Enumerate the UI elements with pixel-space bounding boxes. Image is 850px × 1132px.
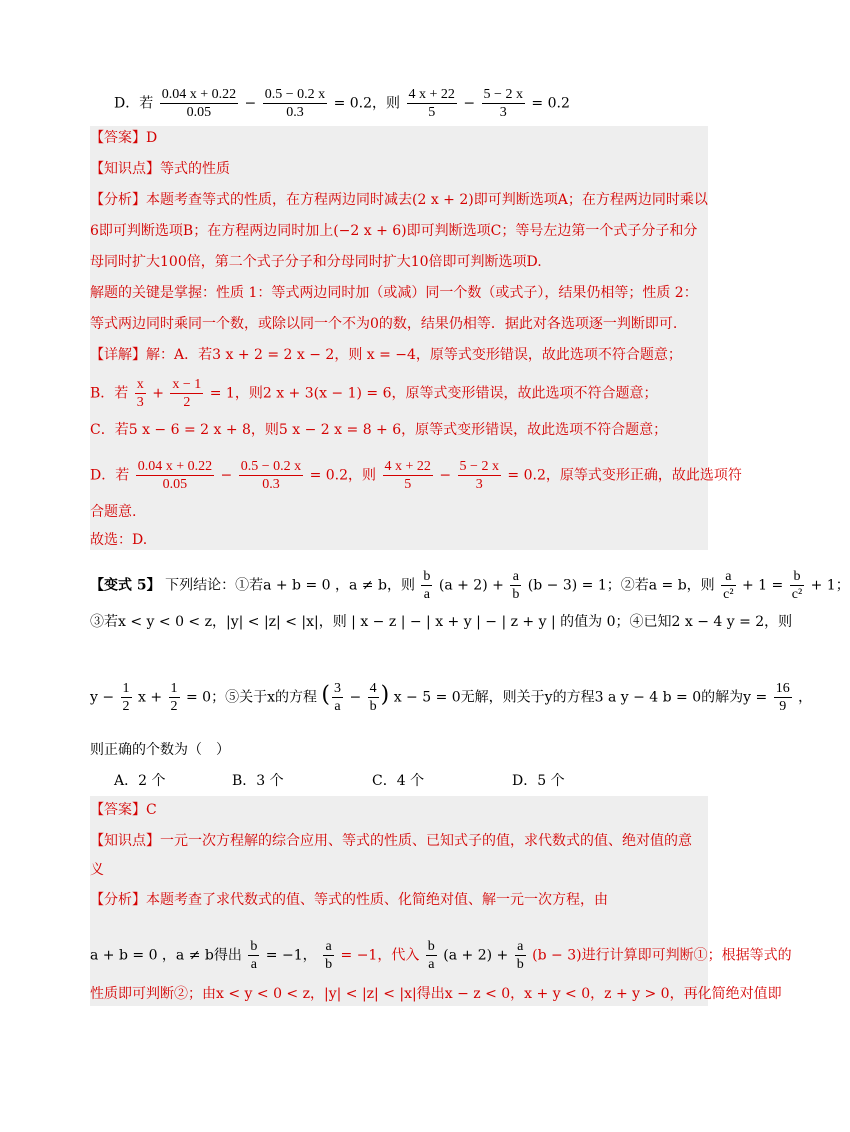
variant-text: 下列结论：①若a + b = 0 ，a ≠ b，则 — [165, 577, 415, 594]
analysis-line-2a: 【分析】本题考查了求代数式的值、等式的性质、化简绝对值、解一元一次方程，由 — [90, 892, 608, 908]
fraction — [407, 86, 457, 121]
answer-line-2: 【答案】C — [90, 802, 157, 818]
detail-line-c: C．若5 x − 6 = 2 x + 8，则5 x − 2 x = 8 + 6，原等式变形错误，故此选项不符合题意； — [90, 422, 668, 438]
fraction — [248, 938, 259, 973]
key-line-1: 解题的关键是掌握：性质 1：等式两边同时加（或减）同一个数（或式子），结果仍相等；性质 2： — [90, 285, 698, 301]
fraction — [169, 680, 180, 715]
variant-line-4: 则正确的个数为（ ） — [90, 742, 230, 758]
fraction-numerator: a — [510, 568, 521, 586]
fraction-numerator: 0.5 − 0.2 x — [264, 87, 326, 102]
analysis-text: = −1， — [265, 947, 317, 964]
fraction-numerator: 4 — [369, 681, 377, 696]
fraction-denominator: 3 — [475, 477, 483, 492]
option-b: B．3 个 — [232, 773, 284, 789]
variant-text: y − — [90, 689, 115, 706]
fraction — [774, 680, 792, 715]
option-d-prefix: D．若 — [114, 95, 154, 112]
variant-text: = 0；⑤关于x的方程 — [185, 689, 317, 706]
fraction — [383, 458, 433, 493]
key-line-2: 等式两边同时乘同一个数，或除以同一个不为0的数，结果仍相等．据此对各选项逐一判断即可. — [90, 316, 678, 332]
operator: − — [244, 95, 257, 112]
variant-text: + 1 = — [742, 577, 784, 594]
operator: − — [220, 467, 233, 484]
detail-d-text: = 0.2，原等式变形正确，故此选项符 — [507, 467, 742, 484]
fraction-denominator: a — [428, 957, 435, 972]
fraction-denominator: a — [250, 957, 257, 972]
fraction — [458, 458, 501, 493]
fraction-denominator: 2 — [183, 395, 191, 410]
detail-d-prefix: D．若 — [90, 467, 130, 484]
fraction-numerator: 4 x + 22 — [408, 87, 455, 102]
fraction — [136, 458, 214, 493]
fraction-numerator: a — [721, 568, 735, 586]
fraction — [263, 86, 327, 121]
fraction-numerator: b — [423, 569, 431, 584]
analysis-line-3: 母同时扩大100倍，第二个式子分子和分母同时扩大10倍即可判断选项D. — [90, 254, 542, 270]
equation-text: = 0.2，则 — [309, 467, 377, 484]
fraction-numerator: b — [427, 939, 435, 954]
fraction-numerator: 1 — [170, 681, 178, 696]
analysis-line-2: 6即可判断选项B；在方程两边同时加上(−2 x + 6)即可判断选项C；等号左边第一个式子分子和分 — [90, 223, 698, 239]
fraction — [368, 680, 379, 715]
fraction — [170, 376, 203, 411]
fraction-denominator: 2 — [170, 699, 178, 714]
variant-text: ， — [798, 689, 813, 706]
fraction — [160, 86, 238, 121]
analysis-text: a + b = 0 ，a ≠ b得出 — [90, 947, 242, 964]
variant-label: 【变式 5】 — [90, 577, 161, 594]
fraction-numerator: 5 − 2 x — [483, 87, 523, 102]
variant-line-3 — [90, 680, 812, 715]
fraction-denominator: c² — [791, 587, 803, 602]
fraction-numerator: 0.04 x + 0.22 — [137, 459, 213, 474]
fraction-denominator: 9 — [779, 699, 787, 714]
detail-line-a: 【详解】解：A．若3 x + 2 = 2 x − 2，则 x = −4，原等式变形错误，故此选项不符合题意； — [90, 347, 682, 363]
detail-b-prefix: B．若 — [90, 385, 129, 402]
variant-text: + 1； — [810, 577, 850, 594]
detail-line-d — [90, 458, 742, 493]
fraction — [332, 680, 343, 715]
knowledge-line: 【知识点】等式的性质 — [90, 161, 230, 177]
fraction-numerator: a — [323, 938, 334, 956]
fraction-denominator: 5 — [404, 477, 412, 492]
equation-text: = 0.2 — [531, 95, 570, 112]
detail-line-b — [90, 376, 658, 411]
fraction-numerator: x − 1 — [172, 377, 202, 392]
fraction — [239, 458, 303, 493]
fraction-denominator: b — [325, 957, 333, 972]
operator: + — [152, 385, 164, 402]
analysis-text: (b − 3)进行计算即可判断①；根据等式的 — [532, 947, 792, 964]
fraction-denominator: 3 — [499, 105, 507, 120]
option-a: A．2 个 — [114, 773, 166, 789]
fraction-denominator: 0.3 — [262, 477, 280, 492]
fraction — [323, 938, 334, 973]
analysis-text: = −1，代入 — [340, 947, 420, 964]
fraction — [135, 376, 146, 411]
fraction-denominator: a — [334, 699, 341, 714]
fraction — [515, 938, 526, 973]
fraction-denominator: 0.05 — [162, 477, 188, 492]
fraction-denominator: 0.05 — [186, 105, 212, 120]
analysis-text: (a + 2) + — [443, 947, 509, 964]
equation-text: = 0.2，则 — [333, 95, 401, 112]
fraction — [421, 568, 432, 603]
fraction-numerator: b — [250, 939, 258, 954]
fraction-denominator: b — [516, 957, 524, 972]
operator: − — [463, 95, 476, 112]
variant-text: x + — [138, 689, 163, 706]
fraction-denominator: 0.3 — [286, 105, 304, 120]
answer-line: 【答案】D — [90, 130, 158, 146]
fraction — [790, 568, 804, 603]
option-d: D．5 个 — [512, 773, 565, 789]
fraction-numerator: 0.04 x + 0.22 — [161, 87, 237, 102]
analysis-line-2c: 性质即可判断②；由x < y < 0 < z，|y| < |z| < |x|得出x − z < 0，x + y < 0，z + y > 0，再化简绝对值即 — [90, 986, 782, 1002]
variant-text: x − 5 = 0无解，则关于y的方程3 a y − 4 b = 0的解为y = — [393, 689, 768, 706]
fraction-denominator: a — [423, 587, 431, 602]
fraction — [721, 568, 735, 603]
fraction-numerator: 4 x + 22 — [384, 459, 431, 474]
knowledge-line-2b: 义 — [90, 862, 104, 878]
fraction — [121, 680, 132, 715]
knowledge-line-2a: 【知识点】一元一次方程解的综合应用、等式的性质、已知式子的值，求代数式的值、绝对值的意 — [90, 833, 692, 849]
fraction-denominator: 2 — [122, 699, 130, 714]
right-paren: ) — [380, 682, 390, 708]
fraction-denominator: c² — [723, 587, 734, 602]
fraction-numerator: a — [515, 938, 526, 956]
fraction-numerator: 16 — [775, 681, 790, 696]
fraction-numerator: 3 — [334, 681, 342, 696]
fraction-numerator: 0.5 − 0.2 x — [240, 459, 302, 474]
variant-text: (b − 3) = 1；②若a = b，则 — [527, 577, 715, 594]
variant-line-2: ③若x < y < 0 < z，|y| < |z| < |x|，则 | x − z | − | x + y | − | z + y | 的值为 0；④已知2 x − 4 y = 2，则 — [90, 614, 793, 630]
fraction-numerator: 1 — [122, 681, 130, 696]
fraction — [482, 86, 525, 121]
fraction-denominator: 5 — [428, 105, 436, 120]
operator: − — [349, 689, 362, 706]
analysis-line-1: 【分析】本题考查等式的性质，在方程两边同时减去(2 x + 2)即可判断选项A；在方程两边同时乘以 — [90, 192, 708, 208]
variant-text: (a + 2) + — [438, 577, 504, 594]
fraction-denominator: 3 — [136, 395, 144, 410]
operator: − — [439, 467, 452, 484]
fraction-numerator: x — [136, 377, 144, 392]
question-option-d — [114, 86, 570, 121]
analysis-line-2b — [90, 938, 792, 973]
left-paren: ( — [321, 682, 331, 708]
fraction — [426, 938, 437, 973]
fraction-denominator: b — [369, 699, 377, 714]
fraction-numerator: 5 − 2 x — [459, 459, 499, 474]
variant-line-1 — [90, 568, 850, 603]
choose-line: 故选：D. — [90, 532, 148, 548]
option-c: C．4 个 — [372, 773, 425, 789]
detail-line-d-continued: 合题意. — [90, 504, 137, 520]
fraction-numerator: b — [790, 568, 804, 586]
detail-b-text: = 1，则2 x + 3(x − 1) = 6，原等式变形错误，故此选项不符合题意； — [209, 385, 658, 402]
fraction-denominator: b — [512, 587, 520, 602]
fraction — [510, 568, 521, 603]
